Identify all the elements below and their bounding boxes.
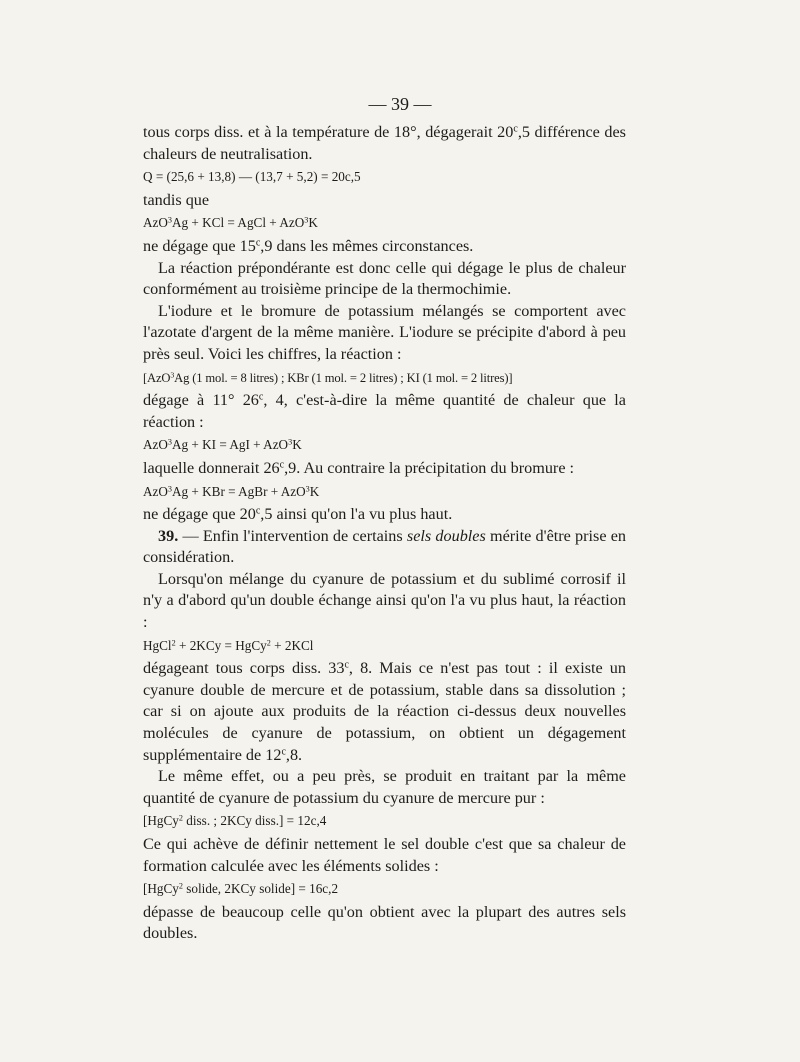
section-number: 39. (158, 526, 179, 545)
paragraph: Lorsqu'on mélange du cyanure de potassium et du sublimé corrosif il n'y a d'abord qu'un double échange ainsi qu'on l'a vu plus haut, la réaction : (143, 569, 626, 632)
paragraph: Ce qui achève de définir nettement le sel double c'est que sa chaleur de formation calculée avec les éléments solides : (143, 835, 626, 875)
equation: Q = (25,6 + 13,8) — (13,7 + 5,2) = 20c,5 (143, 169, 361, 185)
paragraph: L'iodure et le bromure de potassium mélangés se comportent avec l'azotate d'argent de la même manière. L'iodure se précipite d'abord à peu près seul. Voici les chiffres, la réaction : (143, 301, 626, 363)
paragraph: La réaction prépondérante est donc celle qui dégage le plus de chaleur conformément au troisième principe de la thermochimie. (143, 258, 626, 299)
equation: AzO$^3$Ag + KBr = AgBr + AzO$^3$K (143, 483, 320, 499)
section-text: mérite d'être prise en considération. (143, 526, 626, 567)
page-number: — 39 — (368, 94, 432, 114)
section-emphasis: sels doubles (406, 526, 486, 545)
paragraph: ne dégage que 20$^c$,5 ainsi qu'on l'a vu plus haut. (143, 505, 453, 524)
paragraph: tandis que (143, 190, 210, 209)
equation: [HgCy$^2$ diss. ; 2KCy diss.] = 12c,4 (143, 813, 327, 829)
paragraph: dégage à 11° 26$^c$, 4, c'est-à-dire la même quantité de chaleur que la réaction : (143, 391, 626, 431)
equation: [AzO$^3$Ag (1 mol. = 8 litres) ; KBr (1 mol. = 2 litres) ; KI (1 mol. = 2 litres)] (143, 370, 513, 385)
equation: HgCl$^2$ + 2KCy = HgCy$^2$ + 2KCl (143, 637, 314, 653)
paragraph: dépasse de beaucoup celle qu'on obtient avec la plupart des autres sels doubles. (143, 902, 626, 943)
paragraph: tous corps diss. et à la température de 18°, dégagerait 20$^c$,5 différence des chaleurs de neutralisation. (143, 123, 626, 163)
paragraph: ne dégage que 15$^c$,9 dans les mêmes circonstances. (143, 236, 474, 255)
equation: AzO$^3$Ag + KCl = AgCl + AzO$^3$K (143, 215, 318, 231)
page-body (143, 122, 626, 945)
section-text: — Enfin l'intervention de certains (178, 526, 407, 545)
equation: AzO$^3$Ag + KI = AgI + AzO$^3$K (143, 437, 302, 453)
paragraph: Le même effet, ou a peu près, se produit en traitant par la même quantité de cyanure de potassium du cyanure de mercure pur : (143, 767, 626, 807)
paragraph: dégageant tous corps diss. 33$^c$, 8. Mais ce n'est pas tout : il existe un cyanure double de mercure et de potassium, stable dans sa dissolution ; car si on ajoute aux produits de la réaction ci-dessus deux nouvelles molécules de cyanure de potassium, on obtient un dégagement supplémentaire de 12$^c$,8. (143, 659, 626, 764)
section-paragraph (143, 526, 626, 569)
paragraph: laquelle donnerait 26$^c$,9. Au contraire la précipitation du bromure : (143, 458, 575, 477)
equation: [HgCy$^2$ solide, 2KCy solide] = 16c,2 (143, 881, 339, 897)
